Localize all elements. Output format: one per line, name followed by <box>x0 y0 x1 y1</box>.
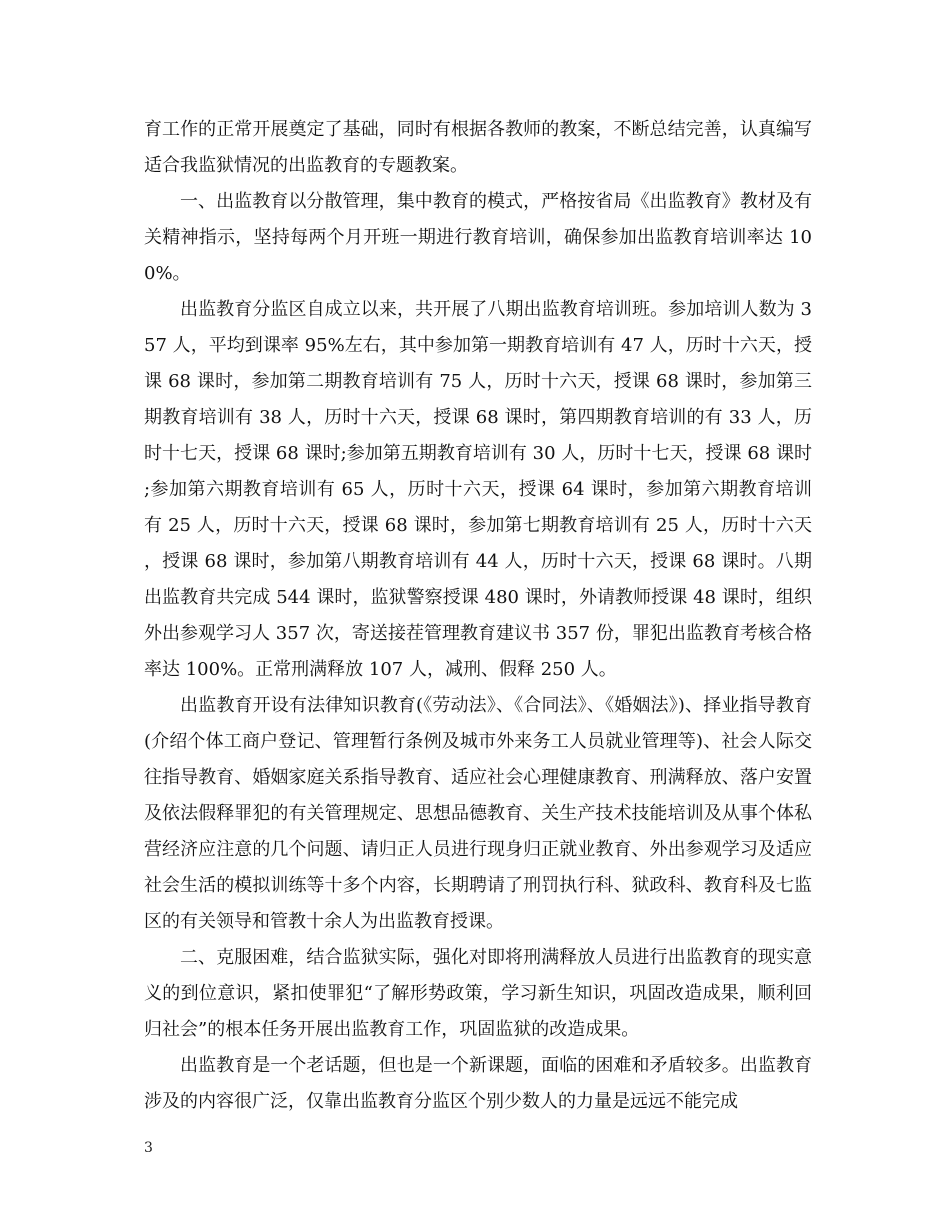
paragraph-1: 育工作的正常开展奠定了基础，同时有根据各教师的教案，不断总结完善，认真编写适合我监狱情况的出监教育的专题教案。 <box>144 119 812 176</box>
paragraph-4: 出监教育开设有法律知识教育(《劳动法》、《合同法》、《婚姻法》)、择业指导教育(介绍个体工商户登记、管理暂行条例及城市外来务工人员就业管理等)、社会人际交往指导教育、婚姻家庭关系指导教育、适应社会心理健康教育、刑满释放、落户安置及依法假释罪犯的有关管理规定、思想品德教育、关生产技术技能培训及从事个体私营经济应注意的几个问题、请归正人员进行现身归正就业教育、外出参观学习及适应社会生活的模拟训练等十多个内容，长期聘请了刑罚执行科、狱政科、教育科及七监区的有关领导和管教十余人为出监教育授课。 <box>144 695 812 932</box>
paragraph-6: 出监教育是一个老话题，但也是一个新课题，面临的困难和矛盾较多。出监教育涉及的内容很广泛，仅靠出监教育分监区个别少数人的力量是远远不能完成 <box>144 1055 812 1112</box>
paragraph-3: 出监教育分监区自成立以来，共开展了八期出监教育培训班。参加培训人数为 357 人，平均到课率 95%左右，其中参加第一期教育培训有 47 人，历时十六天，授课 68 课时，参加第二期教育培训有 75 人，历时十六天，授课 68 课时，参加第三期教育培训有 38 人，历时十六天，授课 68 课时，第四期教育培训的有 33 人，历时十七天，授课 68 课时;参加第五期教育培训有 30 人，历时十七天，授课 68 课时;参加第六期教育培训有 65 人，历时十六天，授课 64 课时，参加第六期教育培训有 25 人，历时十六天，授课 68 课时，参加第七期教育培训有 25 人，历时十六天，授课 68 课时，参加第八期教育培训有 44 人，历时十六天，授课 68 课时。八期出监教育共完成 544 课时，监狱警察授课 480 课时，外请教师授课 48 课时，组织外出参观学习人 357 次，寄送接茬管理教育建议书 357 份，罪犯出监教育考核合格率达 100%。正常刑满释放 107 人，减刑、假释 250 人。 <box>144 299 812 680</box>
paragraph-2: 一、出监教育以分散管理，集中教育的模式，严格按省局《出监教育》教材及有关精神指示，坚持每两个月开班一期进行教育培训，确保参加出监教育培训率达 100%。 <box>144 191 812 284</box>
paragraph-5: 二、克服困难，结合监狱实际，强化对即将刑满释放人员进行出监教育的现实意义的到位意识，紧扣使罪犯“了解形势政策，学习新生知识，巩固改造成果，顺利回归社会”的根本任务开展出监教育工作，巩固监狱的改造成果。 <box>144 947 812 1040</box>
page-number: 3 <box>144 1140 153 1156</box>
document-body <box>144 112 812 1120</box>
